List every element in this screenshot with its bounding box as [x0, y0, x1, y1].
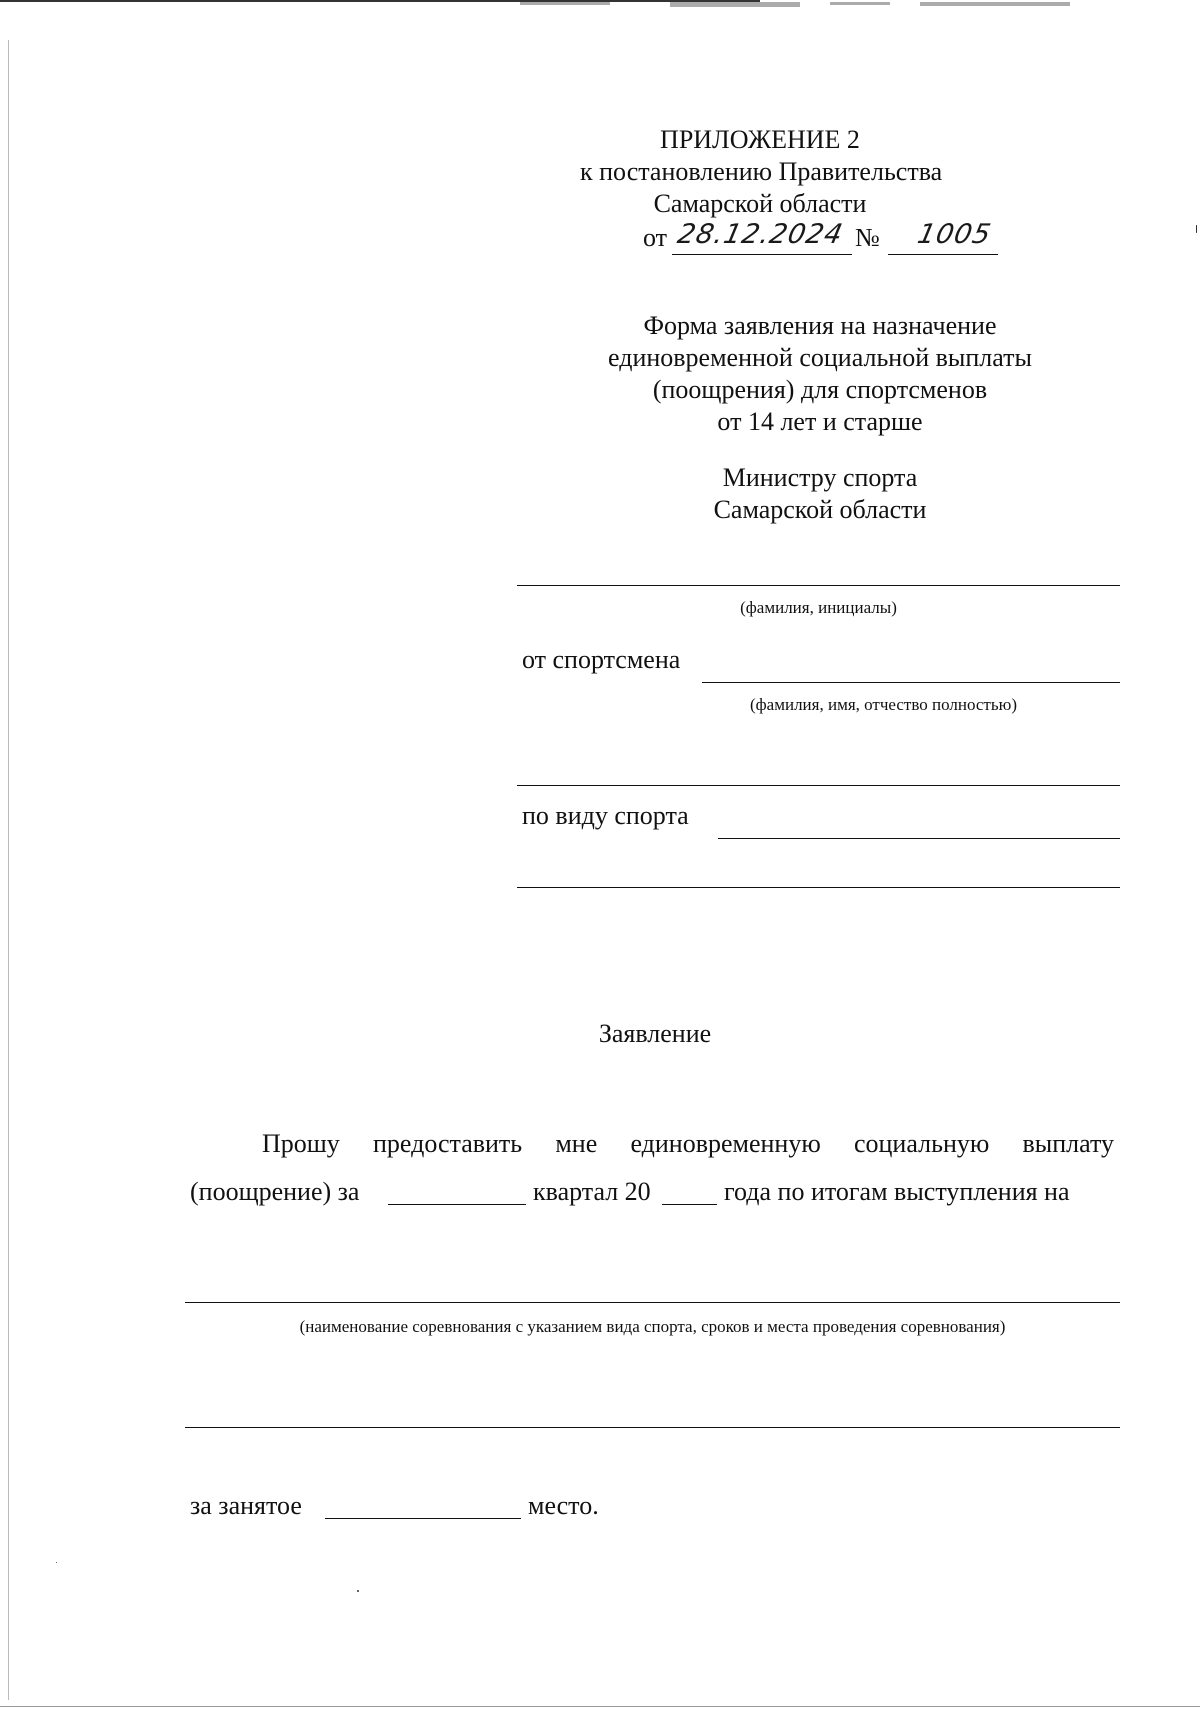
sport-label: по виду спорта: [522, 801, 689, 830]
scan-speck: [56, 1562, 57, 1563]
hint-competition: (наименование соревнования с указанием вида спорта, сроков и места проведения соревнования): [299, 1317, 1006, 1336]
scan-speck: [357, 1590, 359, 1592]
athlete-name-field-continued[interactable]: [517, 785, 1120, 786]
form-title-line-3: (поощрения) для спортсменов: [652, 375, 988, 404]
form-title-line-4: от 14 лет и старше: [717, 407, 923, 436]
place-suffix: место.: [528, 1491, 599, 1520]
statement-title: Заявление: [598, 1019, 712, 1048]
competition-field[interactable]: [185, 1302, 1120, 1303]
statement-word: предоставить: [372, 1129, 523, 1158]
sport-field[interactable]: [718, 838, 1120, 839]
statement-line-1: [262, 1128, 1114, 1160]
scan-noise: [670, 2, 800, 7]
number-underline: [888, 254, 998, 255]
from-athlete-label: от спортсмена: [522, 645, 681, 674]
appendix-title: ПРИЛОЖЕНИЕ 2: [660, 125, 860, 154]
scan-bottom-edge: [0, 1706, 1200, 1707]
year-field[interactable]: [662, 1204, 717, 1205]
number-sign: №: [855, 223, 880, 252]
addressee-line-2: Самарской области: [713, 495, 927, 524]
resolution-line: к постановлению Правительства: [580, 157, 943, 186]
statement-line-2-part-2: квартал 20: [533, 1177, 651, 1206]
handwritten-date: 28.12.2024: [674, 219, 846, 250]
scan-noise: [920, 2, 1070, 6]
athlete-name-field[interactable]: [702, 682, 1120, 683]
place-field[interactable]: [325, 1518, 521, 1519]
competition-field-continued[interactable]: [185, 1427, 1120, 1428]
date-underline: [672, 254, 852, 255]
place-label: за занятое: [190, 1491, 302, 1520]
form-title-line-2: единовременной социальной выплаты: [608, 343, 1032, 372]
scan-noise: [830, 2, 890, 5]
statement-word: выплату: [1022, 1129, 1114, 1158]
quarter-field[interactable]: [388, 1204, 526, 1205]
statement-line-2-part-3: года по итогам выступления на: [724, 1177, 1070, 1206]
hint-fullname: (фамилия, имя, отчество полностью): [750, 695, 1017, 714]
statement-word: единовременную: [630, 1129, 821, 1158]
scan-speck: [1196, 225, 1197, 233]
statement-line-2-part-1: (поощрение) за: [190, 1177, 360, 1206]
scan-top-edge: [0, 0, 760, 2]
statement-word: социальную: [853, 1129, 990, 1158]
region-line: Самарской области: [653, 189, 867, 218]
scan-noise: [520, 2, 610, 5]
hint-initials: (фамилия, инициалы): [740, 598, 897, 617]
sport-field-continued[interactable]: [517, 887, 1120, 888]
form-title-line-1: Форма заявления на назначение: [643, 311, 997, 340]
statement-word: Прошу: [262, 1129, 340, 1158]
scan-left-edge: [8, 40, 9, 1700]
minister-name-field[interactable]: [517, 585, 1120, 586]
from-prefix: от: [643, 223, 668, 252]
handwritten-number: 1005: [914, 219, 995, 250]
statement-word: мне: [555, 1129, 598, 1158]
addressee-line-1: Министру спорта: [722, 463, 918, 492]
